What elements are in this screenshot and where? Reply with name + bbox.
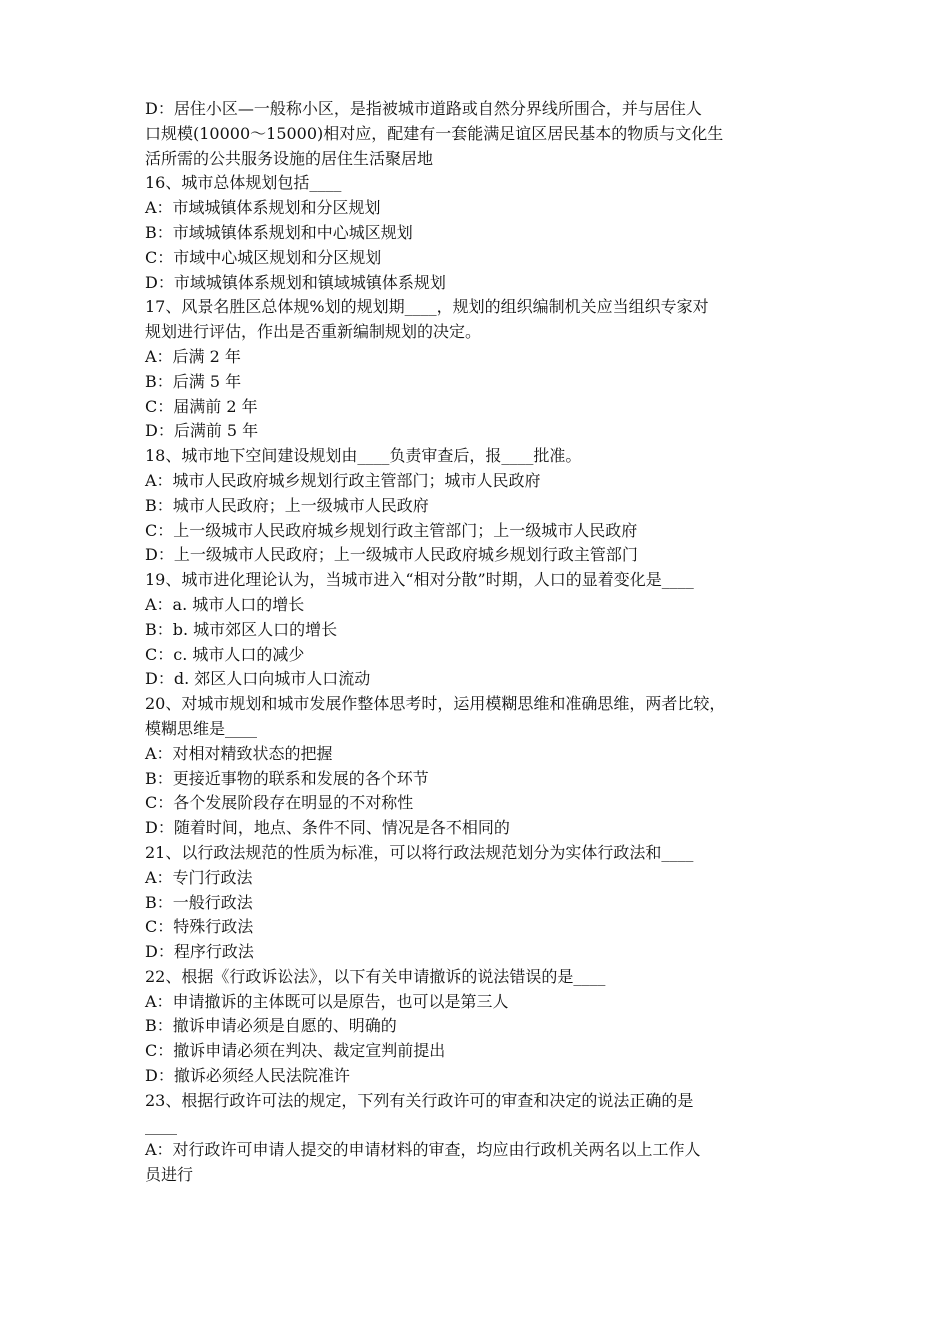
option-a: A：申请撤诉的主体既可以是原告，也可以是第三人 <box>145 991 509 1011</box>
question-17: 17、风景名胜区总体规%划的规划期____，规划的组织编制机关应当组织专家对 <box>145 297 709 317</box>
question-20: 20、对城市规划和城市发展作整体思考时，运用模糊思维和准确思维，两者比较， <box>145 694 726 714</box>
option-b: B：更接近事物的联系和发展的各个环节 <box>145 768 429 788</box>
option-b: B：城市人民政府；上一级城市人民政府 <box>145 495 429 515</box>
option-a: A：城市人民政府城乡规划行政主管部门；城市人民政府 <box>145 470 541 490</box>
question-16: 16、城市总体规划包括____ <box>145 173 342 193</box>
option-b: B：一般行政法 <box>145 892 253 912</box>
option-c: C：特殊行政法 <box>145 917 254 937</box>
document-body <box>145 97 813 1188</box>
option-a: A：专门行政法 <box>145 867 253 887</box>
option-a: A：对相对精致状态的把握 <box>145 743 333 763</box>
option-c: C：市域中心城区规划和分区规划 <box>145 247 382 267</box>
option-d: D：后满前 5 年 <box>145 421 259 441</box>
question-18: 18、城市地下空间建设规划由____负责审查后，报____批准。 <box>145 446 582 466</box>
question-22: 22、根据《行政诉讼法》，以下有关申请撤诉的说法错误的是____ <box>145 966 606 986</box>
option-d: D：撤诉必须经人民法院准许 <box>145 1066 350 1086</box>
option-d: D：随着时间，地点、条件不同、情况是各不相同的 <box>145 818 510 838</box>
text-line: 模糊思维是____ <box>145 718 258 738</box>
option-a: A：市域城镇体系规划和分区规划 <box>145 198 381 218</box>
option-c: C：各个发展阶段存在明显的不对称性 <box>145 793 414 813</box>
option-b: B：市域城镇体系规划和中心城区规划 <box>145 222 413 242</box>
question-21: 21、以行政法规范的性质为标准，可以将行政法规范划分为实体行政法和____ <box>145 842 694 862</box>
option-a: A：对行政许可申请人提交的申请材料的审查，均应由行政机关两名以上工作人 <box>145 1140 701 1160</box>
option-d: D：上一级城市人民政府；上一级城市人民政府城乡规划行政主管部门 <box>145 545 638 565</box>
text-line: 活所需的公共服务设施的居住生活聚居地 <box>145 148 434 168</box>
option-d: D：程序行政法 <box>145 942 254 962</box>
text-line: 员进行 <box>145 1165 194 1185</box>
option-b: B：b. 城市郊区人口的增长 <box>145 619 338 639</box>
question-23: 23、根据行政许可法的规定，下列有关行政许可的审查和决定的说法正确的是 <box>145 1090 694 1110</box>
option-a: A：a. 城市人口的增长 <box>145 594 305 614</box>
option-c: C：c. 城市人口的减少 <box>145 644 305 664</box>
text-line: 口规模(10000～15000)相对应，配建有一套能满足谊区居民基本的物质与文化生 <box>145 123 724 143</box>
option-c: C：撤诉申请必须在判决、裁定宣判前提出 <box>145 1041 446 1061</box>
option-b: B：后满 5 年 <box>145 371 242 391</box>
text-line: 规划进行评估，作出是否重新编制规划的决定。 <box>145 322 482 342</box>
option-a: A：后满 2 年 <box>145 346 241 366</box>
option-c: C：届满前 2 年 <box>145 396 258 416</box>
question-19: 19、城市进化理论认为，当城市进入“相对分散”时期，人口的显着变化是____ <box>145 570 694 590</box>
option-b: B：撤诉申请必须是自愿的、明确的 <box>145 1016 397 1036</box>
option-d: D：d. 郊区人口向城市人口流动 <box>145 669 371 689</box>
text-line: ____ <box>145 1115 177 1135</box>
option-c: C：上一级城市人民政府城乡规划行政主管部门；上一级城市人民政府 <box>145 520 638 540</box>
option-d: D：市域城镇体系规划和镇域城镇体系规划 <box>145 272 446 292</box>
text-line: D：居住小区—一般称小区，是指被城市道路或自然分界线所围合，并与居住人 <box>145 99 702 118</box>
